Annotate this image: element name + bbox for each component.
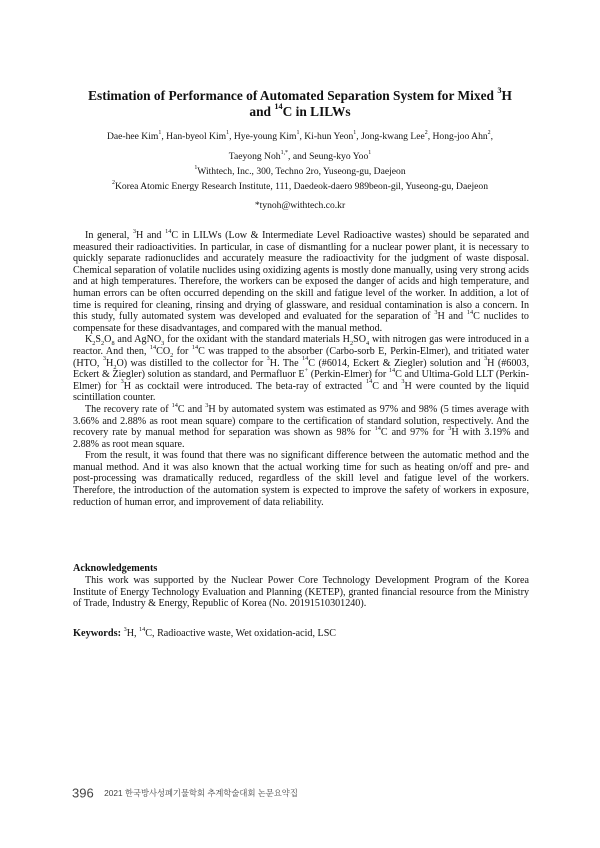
author: Seung-kyo Yoo$^1$ [309, 149, 372, 162]
title-text: and [249, 104, 275, 119]
acknowledgements-text: This work was supported by the Nuclear Power Core Technology Development Program of the Korea Institute of Energy Technology Evaluation and Planning (KETEP), granted financial resource from the Ministry of Trade, Industry & Energy, Republic of Korea (No. 20191510301240). [73, 575, 529, 610]
paragraph: In general, $^3$H and $^{14}$C in LILWs (Low & Intermediate Level Radioactive wastes) should be separated and measured their radioactivities. In particular, in case of dismantling for a nuclear power plant, it is necessary to quickly separate radionuclides and accurately measure the radioactivity for the judgment of waste disposal. Chemical separation of volatile nuclides using oxidizing agents is mostly done manually, using very strong acids and at high temperatures. Therefore, the workers can be exposed the danger of acids and high temperature, and human errors can be often occurred depending on the skill and fatigue level of the worker. In addition, a lot of time is required for cleaning, rinsing and drying of glassware, and residual contamination is also a concern. In this study, fully automated system was developed and evaluated for the separation of $^3$H and $^{14}$C nuclides to compensate for these disadvantages, and compared with the manual method. [73, 227, 529, 334]
author: Taeyong Noh$^{1,*}$ [228, 149, 289, 162]
affiliation-1: $^1$Withtech, Inc., 300, Techno 2ro, Yuseong-gu, Daejeon [194, 164, 406, 177]
paragraph: The recovery rate of $^{14}$C and $^3$H by automated system was estimated as 97% and 98% (5 times average with 3.66% and 2.88% as root mean square) compare to the certification of standard solution, respectively. And the recovery rate by manual method for separation was shown as 98% for $^{14}$C and 97% for $^3$H with 3.19% and 2.88% as root mean square. [73, 401, 529, 450]
page-footer [72, 784, 298, 802]
keywords [73, 625, 529, 639]
keywords-list: $^3$H, $^{14}$C, Radioactive waste, Wet oxidation-acid, LSC [123, 625, 337, 639]
author: Hong-joo Ahn$^2$ [432, 129, 491, 142]
author: Ki-hun Yeon$^1$ [304, 129, 357, 142]
paragraph: $K_2S_2O_8$ and AgNO$_3$ for the oxidant with the standard materials $H_2SO_4$ with nitrogen gas were introduced in a reactor. And then, $^{14}CO_2$ for $^{14}$C was trapped to the absorber (Carbo-sorb E, Perkin-Elmer), and tritiated water (HTO, $^3H_2O$) was distilled to the collector for $^3$H. The $^{14}$C (#6014, Eckert & Ziegler) solution and $^3$H (#6003, Eckert & Ziegler) solution as standard, and Permafluor E+ (Perkin-Elmer) for $^{14}$C and Ultima-Gold LLT (Perkin-Elmer) for $^3$H as cocktail were introduced. The beta-ray of extracted $^{14}$C and $^3$H were counted by the liquid scintillation counter. [73, 334, 530, 404]
title-text: C in LILWs [282, 104, 351, 119]
abstract-body [73, 227, 530, 508]
author: Jong-kwang Lee$^2$ [361, 129, 428, 142]
corresponding-email: *tynoh@withtech.co.kr [254, 200, 346, 211]
affiliation-2: $^2$Korea Atomic Energy Research Institute, 111, Daedeok-daero 989beon-gil, Yuseong-gu, Daejeon [111, 179, 489, 192]
title-text: H [501, 88, 512, 103]
keywords-label: Keywords: [73, 628, 122, 639]
title-text: Estimation of Performance of Automated Separation System for Mixed [88, 88, 498, 103]
author: Han-byeol Kim$^1$ [166, 129, 230, 142]
paper-title [60, 88, 540, 120]
author-list: Dae-hee Kim$^1$, Han-byeol Kim$^1$, Hye-young Kim$^1$, Ki-hun Yeon$^1$, Jong-kwang Lee$^2$, Hong-joo Ahn$^2$, Taeyong Noh$^{1,*}$, and Seung-kyo Yoo$^1$ [106, 129, 494, 162]
title-superscript: 3 [497, 86, 502, 96]
author: Dae-hee Kim$^1$ [106, 129, 162, 142]
paragraph: From the result, it was found that there was no significant difference between the automatic method and the manual method. And it was also known that the actual working time for such as heating on/off and pre- and post-processing was dramatically reduced, regardless of the skill level and fatigue level of the workers. Therefore, the introduction of the automation system is expected to improve the safety of workers in exposure, reduction of human error, and improvement of data reliability. [73, 450, 529, 508]
author: Hye-young Kim$^1$ [233, 129, 300, 142]
footer-text: 2021 한국방사성폐기물학회 추계학술대회 논문요약집 [104, 787, 298, 798]
title-superscript: 14 [274, 102, 283, 112]
page-number: 396 [72, 785, 94, 801]
acknowledgements-heading: Acknowledgements [73, 563, 158, 574]
